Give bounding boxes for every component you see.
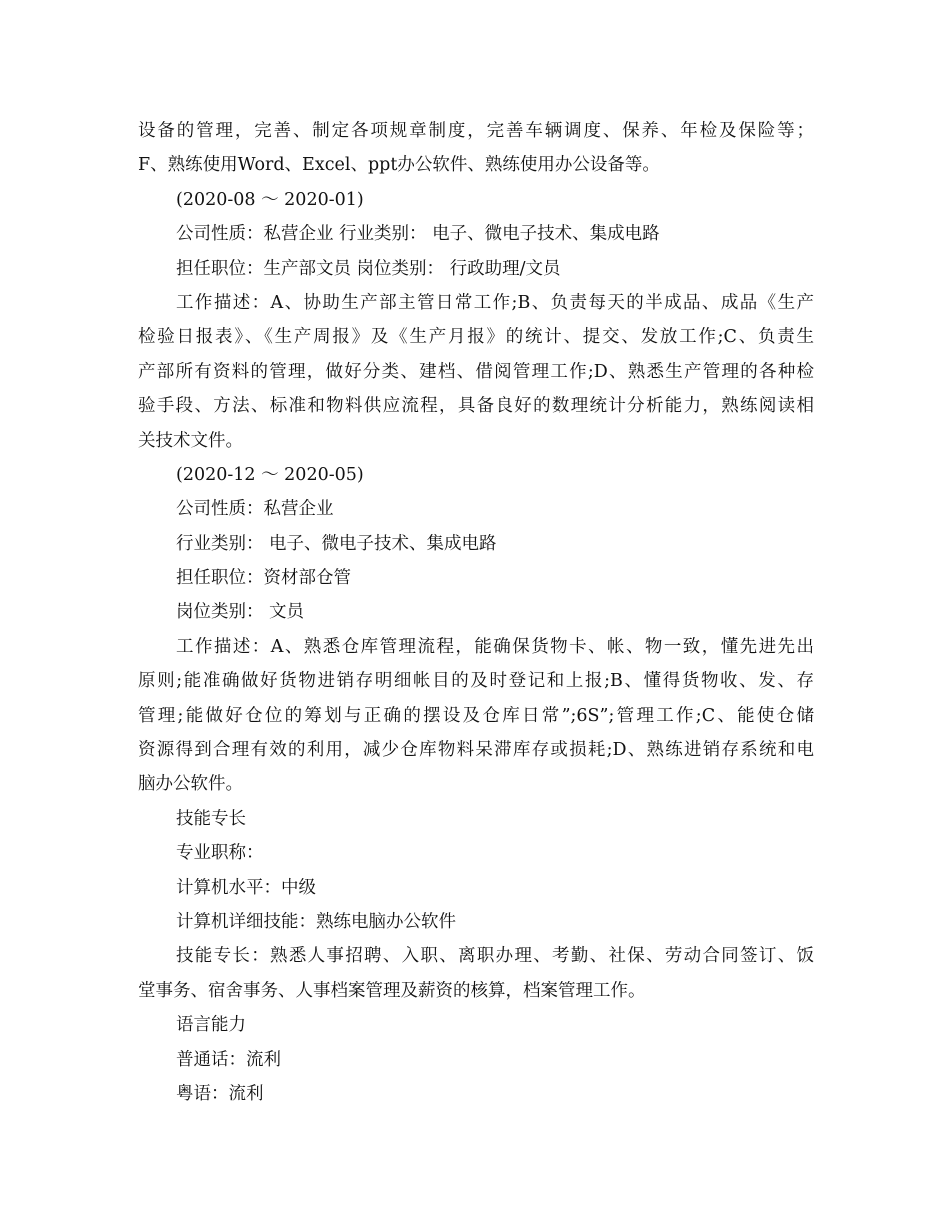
- text-line: 普通话：流利: [176, 1049, 281, 1070]
- text-line: 担任职位：资材部仓管: [176, 568, 351, 589]
- text-line: 脑办公软件。: [138, 774, 243, 795]
- text-line: 担任职位：生产部文员 岗位类别： 行政助理/文员: [176, 258, 561, 279]
- text-line: 原则;能准确做好货物进销存明细帐目的及时登记和上报;B、懂得货物收、发、存: [138, 671, 814, 692]
- text-line: 计算机水平：中级: [176, 877, 316, 898]
- text-line: 资源得到合理有效的利用，减少仓库物料呆滞库存或损耗;D、熟练进销存系统和电: [138, 740, 814, 761]
- text-line: 验手段、方法、标准和物料供应流程，具备良好的数理统计分析能力，熟练阅读相: [138, 396, 814, 417]
- section-heading: 技能专长: [176, 808, 246, 829]
- text-line: 技能专长：熟悉人事招聘、入职、离职办理、考勤、社保、劳动合同签订、饭: [176, 946, 814, 967]
- text-line: F、熟练使用Word、Excel、ppt办公软件、熟练使用办公设备等。: [138, 155, 660, 176]
- document-page: [138, 114, 814, 1111]
- section-heading: 语言能力: [176, 1015, 246, 1036]
- text-line: 岗位类别： 文员: [176, 602, 305, 623]
- text-line: 工作描述：A、协助生产部主管日常工作;B、负责每天的半成品、成品《生产: [176, 292, 814, 313]
- date-range: (2020-08 ～ 2020-01): [176, 189, 364, 210]
- text-line: 专业职称：: [176, 843, 264, 864]
- text-line: 公司性质：私营企业 行业类别： 电子、微电子技术、集成电路: [176, 224, 660, 245]
- text-line: 设备的管理，完善、制定各项规章制度，完善车辆调度、保养、年检及保险等；: [138, 121, 814, 141]
- date-range: (2020-12 ～ 2020-05): [176, 464, 364, 485]
- text-line: 堂事务、宿舍事务、人事档案管理及薪资的核算，档案管理工作。: [138, 980, 646, 1001]
- text-line: 管理;能做好仓位的筹划与正确的摆设及仓库日常”;6S”;管理工作;C、能使仓储: [138, 705, 814, 726]
- text-line: 产部所有资料的管理，做好分类、建档、借阅管理工作;D、熟悉生产管理的各种检: [138, 361, 814, 382]
- text-line: 公司性质：私营企业: [176, 499, 334, 520]
- text-line: 检验日报表》、《生产周报》及《生产月报》的统计、提交、发放工作;C、负责生: [138, 327, 814, 348]
- text-line: 粤语：流利: [176, 1083, 264, 1104]
- text-line: 关技术文件。: [138, 430, 243, 451]
- text-line: 计算机详细技能：熟练电脑办公软件: [176, 911, 456, 932]
- text-line: 行业类别： 电子、微电子技术、集成电路: [176, 533, 497, 554]
- text-line: 工作描述：A、熟悉仓库管理流程，能确保货物卡、帐、物一致，懂先进先出: [176, 636, 814, 657]
